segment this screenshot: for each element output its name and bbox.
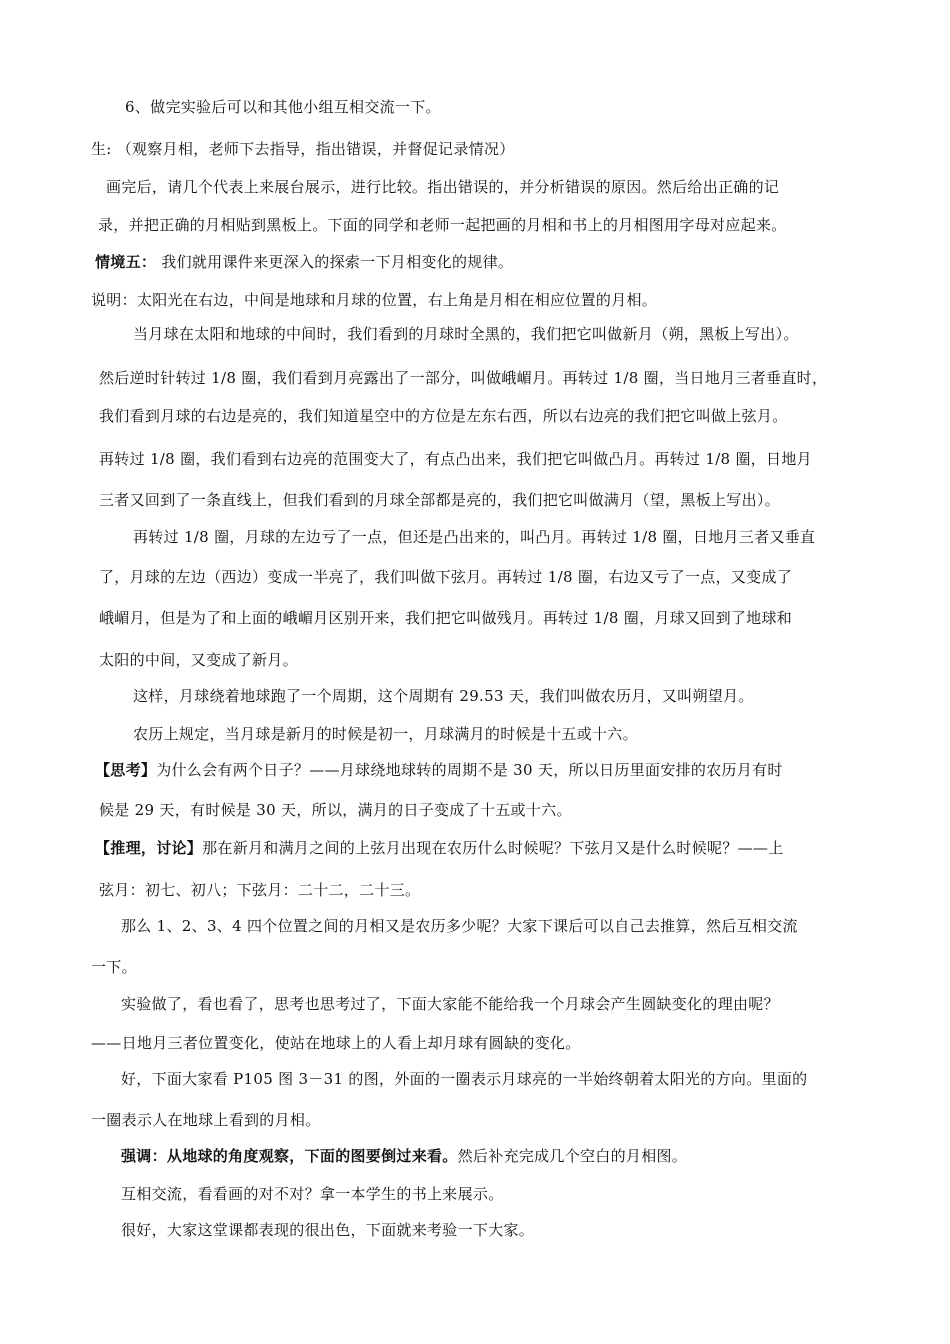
paragraph-line: 互相交流，看看画的对不对？拿一本学生的书上来展示。 <box>121 1185 504 1203</box>
paragraph-line: 了，月球的左边（西边）变成一半亮了，我们叫做下弦月。再转过 1/8 圈，右边又亏了一点，又变成了 <box>99 568 793 586</box>
paragraph-line <box>95 252 513 272</box>
paragraph-line: 录，并把正确的月相贴到黑板上。下面的同学和老师一起把画的月相和书上的月相图用字母对应起来。 <box>98 216 787 234</box>
paragraph-line: 农历上规定，当月球是新月的时候是初一，月球满月的时候是十五或十六。 <box>133 725 638 743</box>
line-text: 为什么会有两个日子？——月球绕地球转的周期不是 30 天，所以日历里面安排的农历月有时 <box>156 761 783 779</box>
line-text: 我们就用课件来更深入的探索一下月相变化的规律。 <box>161 253 514 271</box>
paragraph-line: 峨嵋月，但是为了和上面的峨嵋月区别开来，我们把它叫做残月。再转过 1/8 圈，月球又回到了地球和 <box>99 609 793 627</box>
paragraph-line: 三者又回到了一条直线上，但我们看到的月球全部都是亮的，我们把它叫做满月（望，黑板上写出）。 <box>99 491 781 509</box>
paragraph-line: 太阳的中间，又变成了新月。 <box>99 651 298 669</box>
paragraph-line: 候是 29 天，有时候是 30 天，所以，满月的日子变成了十五或十六。 <box>99 801 572 819</box>
paragraph-line: 很好，大家这堂课都表现的很出色，下面就来考验一下大家。 <box>121 1221 535 1239</box>
paragraph-line: 画完后，请几个代表上来展台展示，进行比较。指出错误的，并分析错误的原因。然后给出正确的记 <box>106 178 780 196</box>
line-text: （观察月相，老师下去指导，指出错误，并督促记录情况） <box>116 140 515 158</box>
paragraph-line: 6、做完实验后可以和其他小组互相交流一下。 <box>125 98 441 116</box>
paragraph-line <box>95 838 784 858</box>
paragraph-line <box>91 139 515 159</box>
reasoning-label: 【推理，讨论】 <box>95 839 203 857</box>
paragraph-line: 然后逆时针转过 1/8 圈，我们看到月亮露出了一部分，叫做峨嵋月。再转过 1/8 圈，当日地月三者垂直时， <box>99 369 828 387</box>
emphasis-text: 强调：从地球的角度观察，下面的图要倒过来看。 <box>121 1147 458 1165</box>
paragraph-line: ——日地月三者位置变化，使站在地球上的人看上却月球有圆缺的变化。 <box>91 1034 581 1052</box>
think-label: 【思考】 <box>95 761 157 779</box>
paragraph-line: 再转过 1/8 圈，月球的左边亏了一点，但还是凸出来的，叫凸月。再转过 1/8 圈，日地月三者又垂直 <box>133 528 816 546</box>
paragraph-line: 我们看到月球的右边是亮的，我们知道星空中的方位是左东右西，所以右边亮的我们把它叫做上弦月。 <box>99 407 788 425</box>
paragraph-line: 实验做了，看也看了，思考也思考过了，下面大家能不能给我一个月球会产生圆缺变化的理由呢？ <box>121 995 779 1013</box>
paragraph-line <box>121 1146 687 1166</box>
paragraph-line <box>95 760 783 780</box>
paragraph-line: 说明：太阳光在右边，中间是地球和月球的位置，右上角是月相在相应位置的月相。 <box>91 291 658 309</box>
speaker-label: 生: <box>91 140 112 158</box>
paragraph-line: 弦月：初七、初八；下弦月：二十二，二十三。 <box>99 881 421 899</box>
line-text: 然后补充完成几个空白的月相图。 <box>457 1147 688 1165</box>
paragraph-line: 那么 1、2、3、4 四个位置之间的月相又是农历多少呢？大家下课后可以自己去推算，然后互相交流 <box>121 917 798 935</box>
paragraph-line: 一下。 <box>91 958 137 976</box>
paragraph-line: 再转过 1/8 圈，我们看到右边亮的范围变大了，有点凸出来，我们把它叫做凸月。再转过 1/8 圈，日地月 <box>99 450 812 468</box>
paragraph-line: 好，下面大家看 P105 图 3－31 的图，外面的一圈表示月球亮的一半始终朝着太阳光的方向。里面的 <box>121 1070 808 1088</box>
paragraph-line: 一圈表示人在地球上看到的月相。 <box>91 1111 321 1129</box>
paragraph-line: 这样，月球绕着地球跑了一个周期，这个周期有 29.53 天，我们叫做农历月，又叫朔望月。 <box>133 687 754 705</box>
paragraph-line: 当月球在太阳和地球的中间时，我们看到的月球时全黑的，我们把它叫做新月（朔，黑板上写出）。 <box>133 325 799 343</box>
section-heading: 情境五： <box>95 253 157 271</box>
line-text: 那在新月和满月之间的上弦月出现在农历什么时候呢？下弦月又是什么时候呢？——上 <box>202 839 784 857</box>
